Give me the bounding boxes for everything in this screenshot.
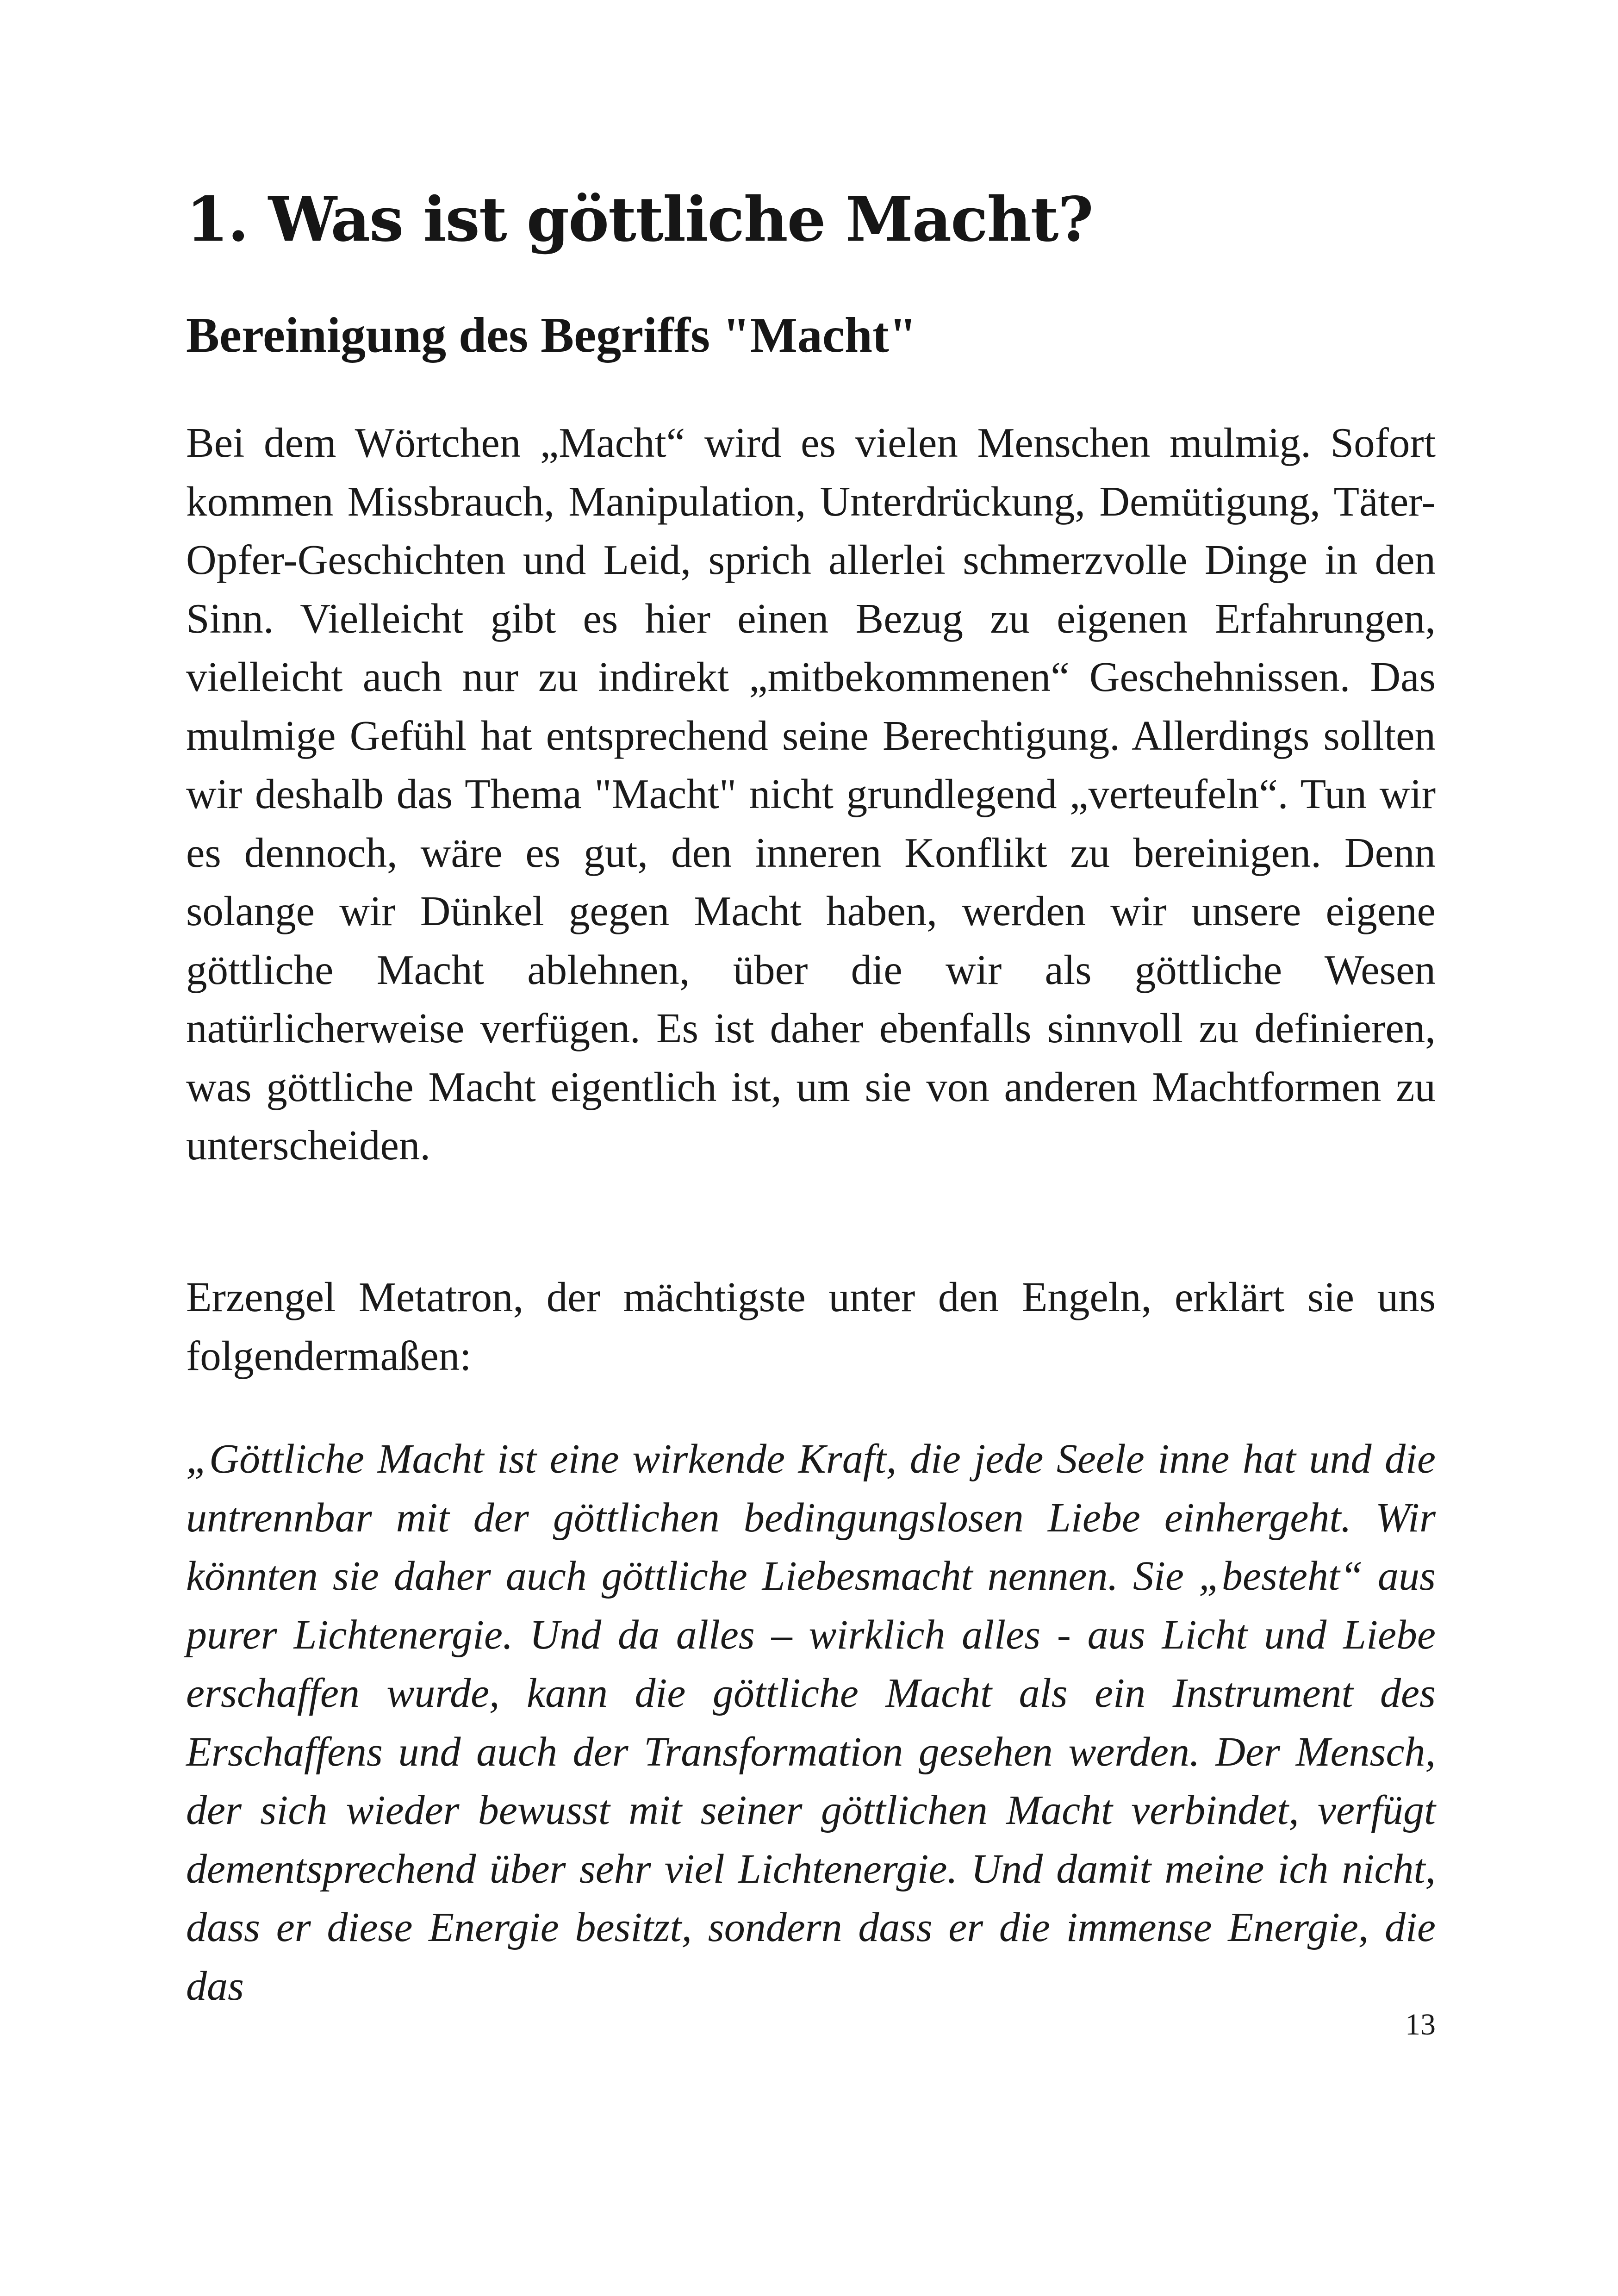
body-paragraph: Bei dem Wörtchen „Macht“ wird es vielen Menschen mulmig. Sofort kommen Missbrauch, Manipulation, Unterdrückung, Demütigung, Täter-Opfer-Geschichten und Leid, sprich allerlei schmerzvolle Dinge in den Sinn. Vielleicht gibt es hier einen Bezug zu eigenen Erfahrungen, vielleicht auch nur zu indirekt „mitbekommenen“ Geschehnissen. Das mulmige Gefühl hat entsprechend seine Berechtigung. Allerdings sollten wir deshalb das Thema "Macht" nicht grundlegend „verteufeln“. Tun wir es dennoch, wäre es gut, den inneren Konflikt zu bereinigen. Denn solange wir Dünkel gegen Macht haben, werden wir unsere eigene göttliche Macht ablehnen, über die wir als göttliche Wesen natürlicherweise verfügen. Es ist daher ebenfalls sinnvoll zu definieren, was göttliche Macht eigentlich ist, um sie von anderen Machtformen zu unterscheiden. xyxy=(186,419,1436,1169)
chapter-title: 1. Was ist göttliche Macht? xyxy=(186,184,1093,255)
body-paragraph: Erzengel Metatron, der mächtigste unter den Engeln, erklärt sie uns folgendermaßen: xyxy=(186,1274,1436,1379)
page-number: 13 xyxy=(1405,2008,1436,2041)
quote-paragraph: „Göttliche Macht ist eine wirkende Kraft, die jede Seele inne hat und die untrennbar mit der göttlichen bedingungslosen Liebe einhergeht. Wir könnten sie daher auch göttliche Liebesmacht nennen. Sie „besteht“ aus purer Lichtenergie. Und da alles – wirklich alles - aus Licht und Liebe erschaffen wurde, kann die göttliche Macht als ein Instrument des Erschaffens und auch der Transformation gesehen werden. Der Mensch, der sich wieder bewusst mit seiner göttlichen Macht verbindet, verfügt dementsprechend über sehr viel Lichtenergie. Und damit meine ich nicht, dass er diese Energie besitzt, sondern dass er die immense Energie, die das xyxy=(186,1436,1436,2009)
section-title: Bereinigung des Begriffs "Macht" xyxy=(186,308,917,363)
